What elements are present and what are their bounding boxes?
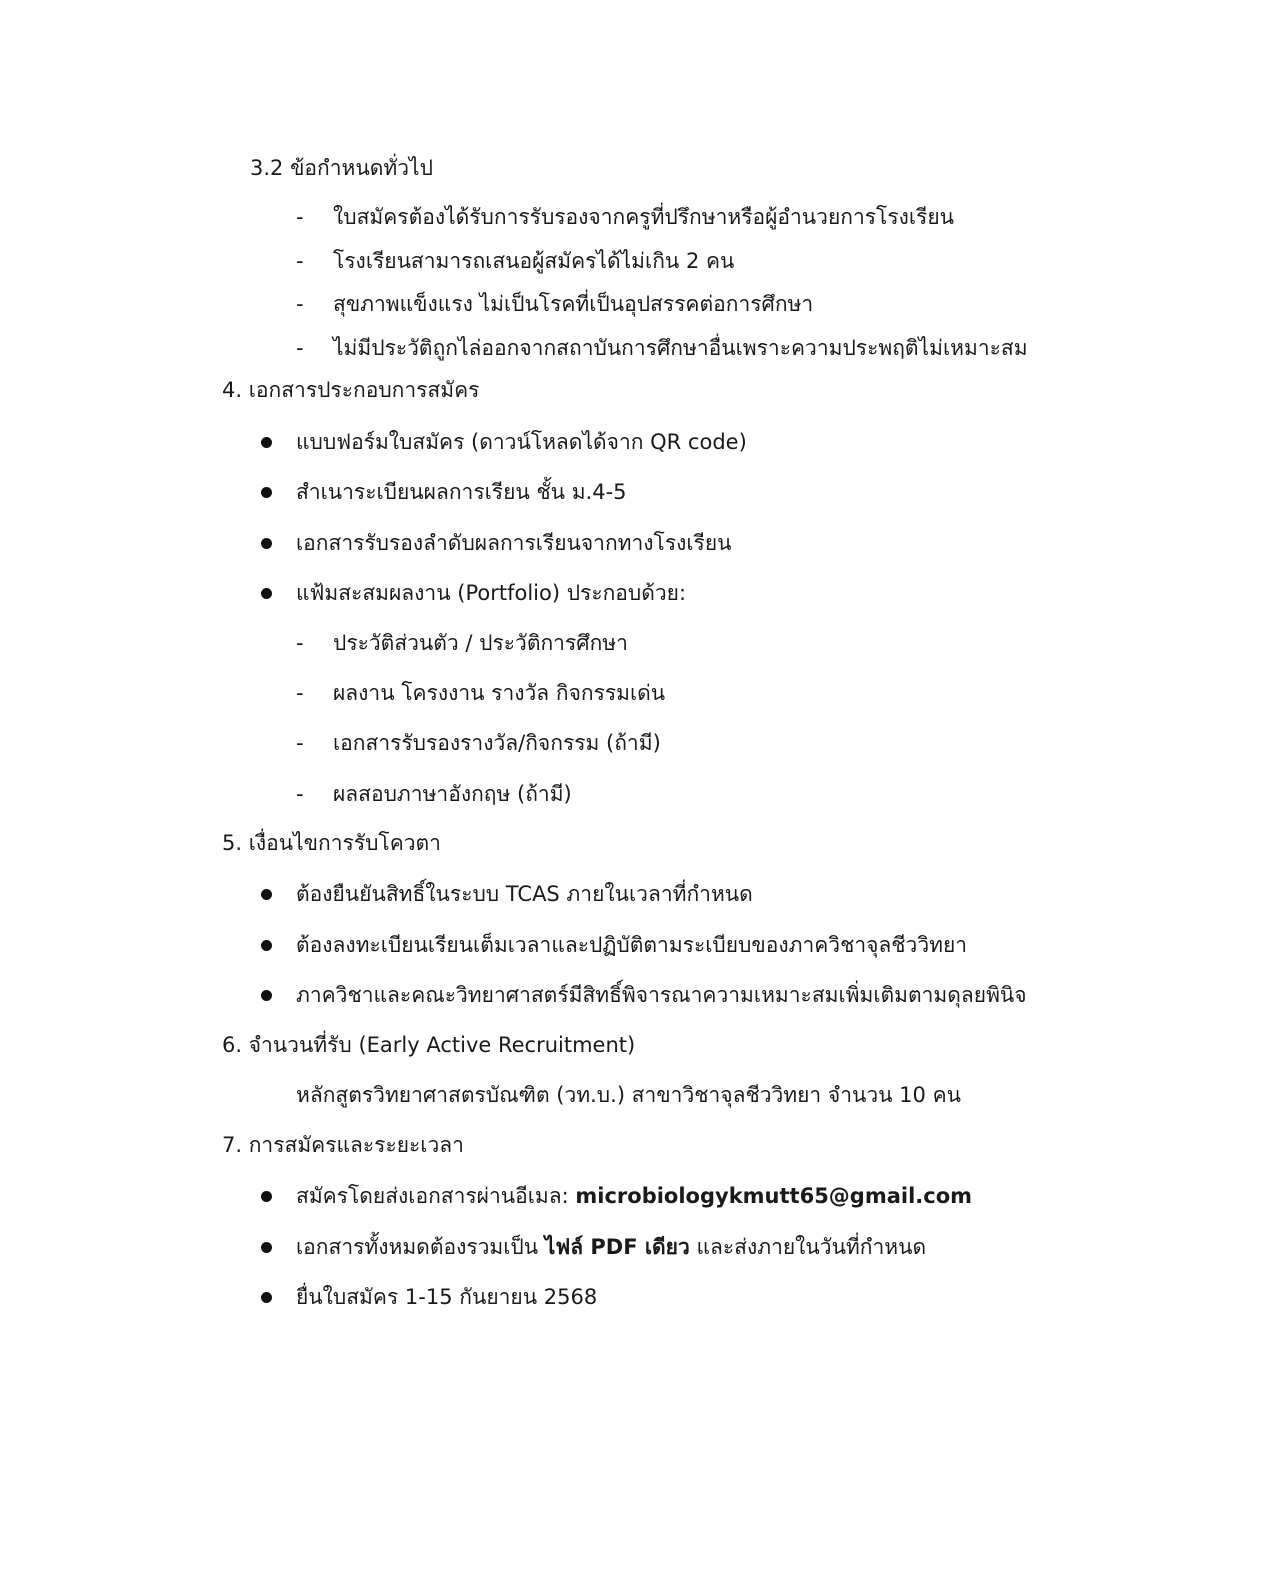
section-5-item: ต้องยืนยันสิทธิ์ในระบบ TCAS ภายในเวลาที่กำหนด: [296, 882, 753, 906]
bullet-marker: [261, 990, 272, 1001]
section-4-item: เอกสารรับรองลำดับผลการเรียนจากทางโรงเรียน: [296, 531, 732, 555]
section-4-item: แบบฟอร์มใบสมัคร (ดาวน์โหลดได้จาก QR code): [296, 430, 747, 454]
dash-marker: -: [296, 782, 304, 806]
section-3-2-item: สุขภาพแข็งแรง ไม่เป็นโรคที่เป็นอุปสรรคต่อการศึกษา: [333, 292, 814, 316]
email-label: สมัครโดยส่งเอกสารผ่านอีเมล:: [296, 1184, 576, 1208]
pdf-emphasis: ไฟล์ PDF เดียว: [544, 1235, 690, 1259]
pdf-suffix: และส่งภายในวันที่กำหนด: [689, 1235, 927, 1259]
section-7-item-dates: ยื่นใบสมัคร 1-15 กันยายน 2568: [296, 1285, 598, 1309]
section-5-item: ภาควิชาและคณะวิทยาศาสตร์มีสิทธิ์พิจารณาความเหมาะสมเพิ่มเติมตามดุลยพินิจ: [296, 983, 1027, 1007]
bullet-marker: [261, 1191, 272, 1202]
section-3-2-item: ใบสมัครต้องได้รับการรับรองจากครูที่ปรึกษาหรือผู้อำนวยการโรงเรียน: [333, 205, 954, 229]
section-5-item: ต้องลงทะเบียนเรียนเต็มเวลาและปฏิบัติตามระเบียบของภาควิชาจุลชีววิทยา: [296, 933, 968, 957]
section-3-2-item: ไม่มีประวัติถูกไล่ออกจากสถาบันการศึกษาอื่นเพราะความประพฤติไม่เหมาะสม: [333, 336, 1028, 360]
bullet-marker: [261, 1242, 272, 1253]
email-address: microbiologykmutt65@gmail.com: [575, 1184, 973, 1208]
portfolio-item: เอกสารรับรองรางวัล/กิจกรรม (ถ้ามี): [333, 731, 661, 755]
section-3-2-heading: 3.2 ข้อกำหนดทั่วไป: [250, 156, 433, 180]
section-3-2-item: โรงเรียนสามารถเสนอผู้สมัครได้ไม่เกิน 2 คน: [333, 249, 735, 273]
dash-marker: -: [296, 205, 304, 229]
section-7-heading: 7. การสมัครและระยะเวลา: [222, 1133, 464, 1157]
portfolio-item: ผลสอบภาษาอังกฤษ (ถ้ามี): [333, 782, 572, 806]
section-4-item: สำเนาระเบียนผลการเรียน ชั้น ม.4-5: [296, 480, 627, 504]
section-6-text: หลักสูตรวิทยาศาสตรบัณฑิต (วท.บ.) สาขาวิชาจุลชีววิทยา จำนวน 10 คน: [296, 1083, 961, 1107]
dash-marker: -: [296, 292, 304, 316]
dash-marker: -: [296, 631, 304, 655]
section-7-item-pdf: [296, 1232, 926, 1262]
dash-marker: -: [296, 249, 304, 273]
bullet-marker: [261, 588, 272, 599]
bullet-marker: [261, 940, 272, 951]
bullet-marker: [261, 889, 272, 900]
portfolio-item: ประวัติส่วนตัว / ประวัติการศึกษา: [333, 631, 628, 655]
portfolio-item: ผลงาน โครงงาน รางวัล กิจกรรมเด่น: [333, 681, 666, 705]
bullet-marker: [261, 1292, 272, 1303]
section-6-heading: 6. จำนวนที่รับ (Early Active Recruitment): [222, 1033, 636, 1057]
section-4-heading: 4. เอกสารประกอบการสมัคร: [222, 378, 480, 402]
section-5-heading: 5. เงื่อนไขการรับโควตา: [222, 831, 441, 855]
dash-marker: -: [296, 681, 304, 705]
section-4-item: แฟ้มสะสมผลงาน (Portfolio) ประกอบด้วย:: [296, 581, 687, 605]
bullet-marker: [261, 538, 272, 549]
section-7-item-email: [296, 1181, 972, 1211]
bullet-marker: [261, 437, 272, 448]
pdf-prefix: เอกสารทั้งหมดต้องรวมเป็น: [296, 1235, 545, 1259]
dash-marker: -: [296, 336, 304, 360]
bullet-marker: [261, 487, 272, 498]
dash-marker: -: [296, 731, 304, 755]
